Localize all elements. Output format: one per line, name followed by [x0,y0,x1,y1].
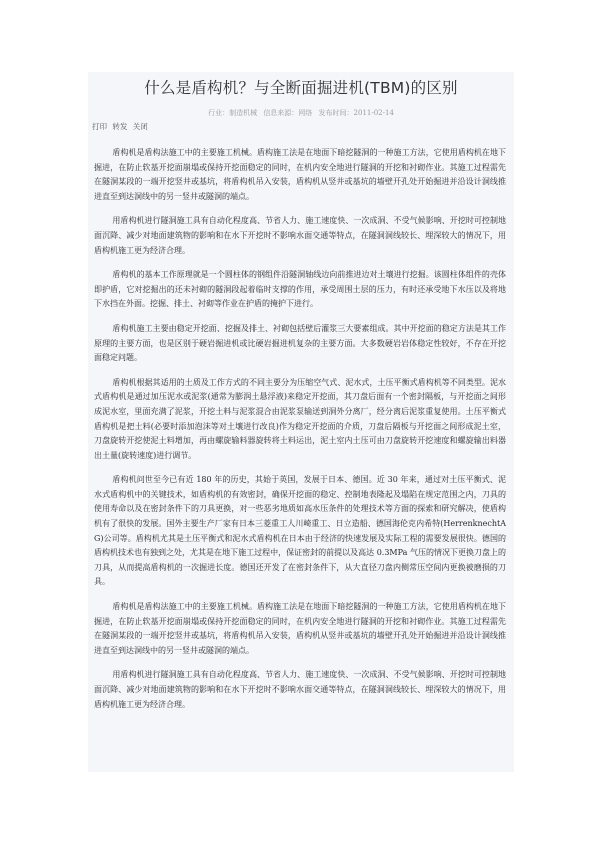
article-page [88,72,514,772]
paragraph: 盾构机施工主要由稳定开挖面、挖掘及排土、衬砌包括壁后灌浆三大要素组成。其中开挖面的稳定方法是其工作原理的主要方面，也是区别于硬岩掘进机或比硬岩掘进机复杂的主要方面。大多数硬岩岩体稳定性较好，不存在开挖面稳定问题。 [94,323,506,363]
print-link[interactable]: 打印 [92,122,107,131]
meta-source: 信息来源：网络 [263,109,313,117]
article-title: 什么是盾构机？与全断面掘进机(TBM)的区别 [144,79,458,97]
paragraph: 盾构机的基本工作原理就是一个圆柱体的钢组件沿隧洞轴线边向前推进边对土壤进行挖掘。该圆柱体组件的壳体即护盾，它对挖掘出的还未衬砌的隧洞段起着临时支撑的作用，承受周围土层的压力，有时还承受地下水压以及将地下水挡在外面。挖掘、排土、衬砌等作业在护盾的掩护下进行。 [94,270,506,309]
paragraph: 盾构机问世至今已有近 180 年的历史，其始于英国，发展于日本、德国。近 30 年来，通过对土压平衡式、泥水式盾构机中的关键技术，如盾构机的有效密封，确保开挖面的稳定、控制地表隆起及塌陷在规定范围之内，刀具的使用寿命以及在密封条件下的刀具更换，对一些恶劣地质如高水压条件的处理技术等方面的探索和研究解决，使盾构机有了很快的发展。国外主要生产厂家有日本三菱重工人川崎重工、日立造船、德国海伦克内希特(HerrenknechtAG)公司等。盾构机尤其是土压平衡式和泥水式盾构机在日本由于经济的快速发展及实际工程的需要发展很快。德国的盾构机技术也有独到之处，尤其是在地下施工过程中，保证密封的前提以及高达 0.3MPa 气压的情况下更换刀盘上的刀具，从而提高盾构机的一次掘进长度。德国还开发了在密封条件下，从大直径刀盘内侧常压空间内更换被磨损的刀具。 [94,475,506,587]
article-body [88,146,514,712]
meta-industry: 行业：制造机械 [208,109,258,117]
meta-published: 发布时间：2011-02-14 [318,109,394,117]
paragraph: 盾构机根据其适用的土质及工作方式的不同主要分为压缩空气式、泥水式，土压平衡式盾构机等不同类型。泥水式盾构机是通过加压泥水或泥浆(通常为膨润土悬浮液)来稳定开挖面，其刀盘后面有一个密封隔板，与开挖面之间形成泥水室，里面充满了泥浆，开挖土料与泥浆混合由泥浆泵输送到洞外分离厂，经分离后泥浆重复使用。土压平衡式盾构机是把土料(必要时添加泡沫等对土壤进行改良)作为稳定开挖面的介质，刀盘后隔板与开挖面之间形成泥土室，刀盘旋转开挖使泥土料增加，再由螺旋输料器旋转将土料运出，泥土室内土压可由刀盘旋转开挖速度和螺旋输出料器出土量(旋转速度)进行调节。 [94,377,506,460]
paragraph: 盾构机是盾构法施工中的主要施工机械。盾构施工法是在地面下暗挖隧洞的一种施工方法，它使用盾构机在地下掘进，在防止软基开挖面崩塌或保持开挖面稳定的同时，在机内安全地进行隧洞的开挖和衬砌作业。其施工过程需先在隧洞某段的一端开挖竖井或基坑，将盾构机吊入安装，盾构机从竖井或基坑的墙壁开孔处开始掘进并沿设计洞线推进直至到达洞线中的另一竖井或隧洞的端点。 [94,602,506,655]
close-link[interactable]: 关闭 [132,122,148,131]
forward-link[interactable]: 转发 [112,122,128,131]
paragraph: 用盾构机进行隧洞施工具有自动化程度高、节省人力、施工速度快、一次成洞、不受气候影响、开挖时可控制地面沉降、减少对地面建筑物的影响和在水下开挖时不影响水面交通等特点，在隧洞洞线较长、埋深较大的情况下，用盾构机施工更为经济合理。 [94,216,506,255]
paragraph: 盾构机是盾构法施工中的主要施工机械。盾构施工法是在地面下暗挖隧洞的一种施工方法，它使用盾构机在地下掘进，在防止软基开挖面崩塌或保持开挖面稳定的同时，在机内安全地进行隧洞的开挖和衬砌作业。其施工过程需先在隧洞某段的一端开挖竖井或基坑，将盾构机吊入安装，盾构机从竖井或基坑的墙壁开孔处开始掘进并沿设计洞线推进直至到达洞线中的另一竖井或隧洞的端点。 [94,148,506,201]
article-actions [88,122,514,132]
paragraph: 用盾构机进行隧洞施工具有自动化程度高、节省人力、施工速度快、一次成洞、不受气候影响、开挖时可控制地面沉降、减少对地面建筑物的影响和在水下开挖时不影响水面交通等特点，在隧洞洞线较长、埋深较大的情况下，用盾构机施工更为经济合理。 [94,670,506,709]
article-meta [88,108,514,118]
